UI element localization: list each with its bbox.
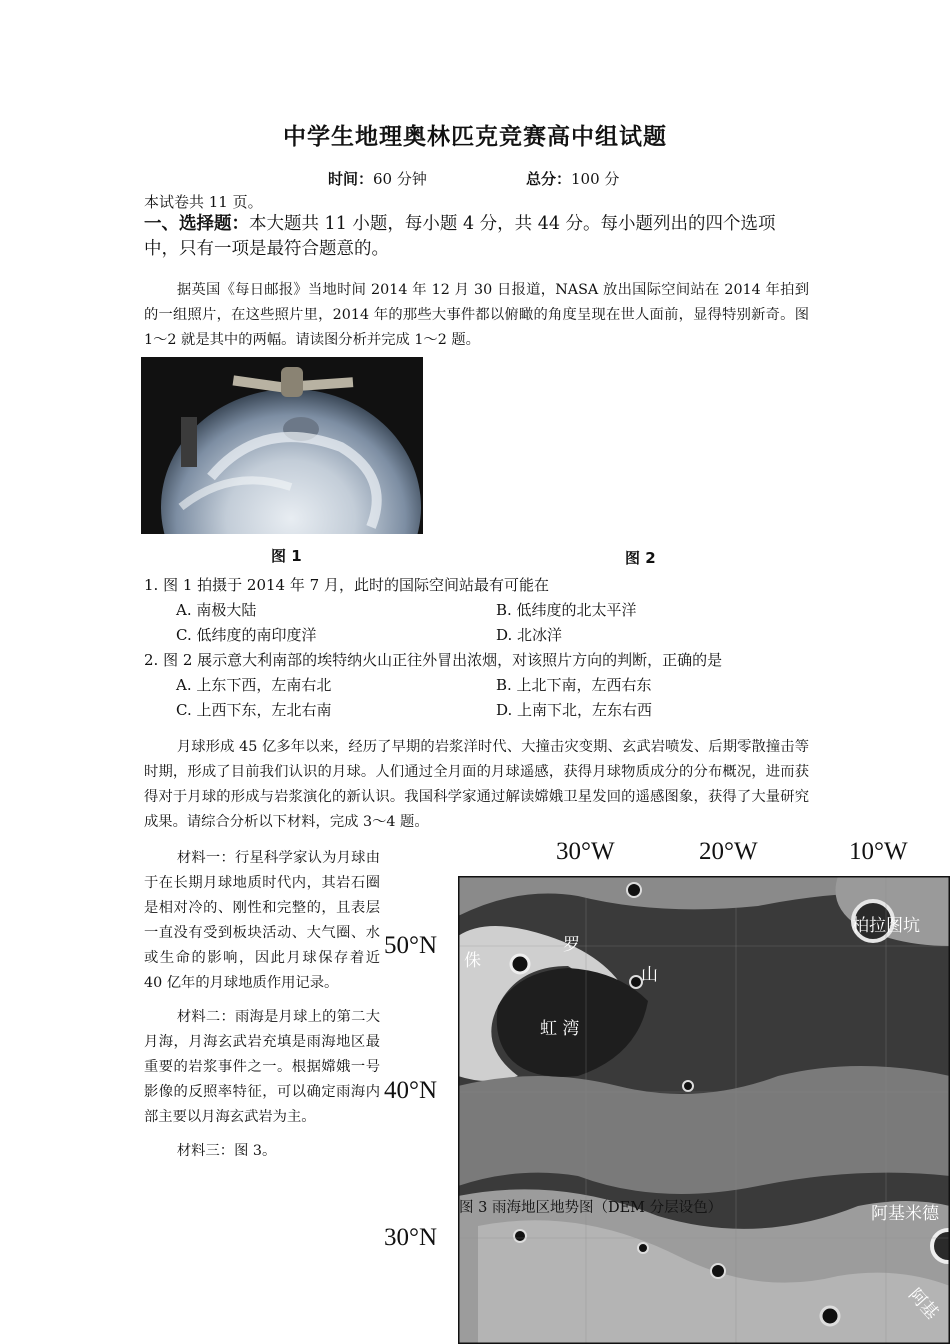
q2-option-d: D. 上南下北，左东右西 (496, 701, 653, 719)
time-label: 时间： (328, 170, 374, 188)
figure-3-caption: 图 3 雨海地区地势图（DEM 分层设色） (459, 1200, 723, 1216)
material-3-text: 图 3。 (234, 1143, 277, 1159)
score-value: 100 分 (571, 170, 620, 188)
exam-score (526, 168, 619, 189)
map-label-sinus-iridum: 虹 湾 (540, 1019, 580, 1039)
material-3-label: 材料三： (176, 1143, 235, 1159)
section-heading-text: 本大题共 11 小题，每小题 4 分，共 44 分。每小题列出的四个选项中，只有一项是最符合题意的。 (144, 214, 776, 259)
exam-time (328, 168, 427, 189)
map-label-jura-2: 罗 (563, 935, 580, 955)
question-2-stem: 2. 图 2 展示意大利南部的埃特纳火山正往外冒出浓烟，对该照片方向的判断，正确的是 (144, 651, 723, 669)
section-heading (144, 212, 809, 262)
material-1-text: 行星科学家认为月球由于在长期月球地质时代内，其岩石圈是相对冷的、刚性和完整的，且表层一直没有受到板块活动、大气圈、水或生命的影响，因此月球保存着近 40 亿年的月球地质作用记录。 (144, 850, 381, 991)
q2-option-a: A. 上东下西，左南右北 (176, 676, 332, 694)
map-tick-30w: 30°W (556, 838, 615, 865)
section-heading-label: 一、选择题： (144, 214, 249, 234)
map-label-archimedes: 阿基米德 (871, 1204, 939, 1224)
passage-1: 据英国《每日邮报》当地时间 2014 年 12 月 30 日报道，NASA 放出国际空间站在 2014 年拍到的一组照片，在这些照片里，2014 年的那些大事件都以俯瞰的角度呈现在世人面前，显得特别新奇。图 1～2 就是其中的两幅。请读图分析并完成 1～2 题。 (144, 282, 809, 348)
map-label-jura-3: 山 (641, 965, 658, 985)
score-label: 总分： (526, 170, 572, 188)
map-label-plato: 柏拉图坑 (852, 916, 920, 936)
map-tick-10w: 10°W (849, 838, 908, 865)
map-tick-50n: 50°N (384, 932, 438, 959)
map-label-archimedes-2: 阿基 (904, 1284, 942, 1324)
time-value: 60 分钟 (373, 170, 427, 188)
pages-note: 本试卷共 11 页。 (144, 193, 263, 211)
map-tick-20w: 20°W (699, 838, 758, 865)
figure-1-caption: 图 1 (271, 547, 302, 565)
map-tick-40n: 40°N (384, 1077, 438, 1104)
figure-2-caption: 图 2 (625, 549, 656, 567)
mare-imbrium-dem-map (458, 876, 950, 1344)
q1-option-b: B. 低纬度的北太平洋 (496, 601, 637, 619)
figure-1-photo (141, 357, 423, 534)
q1-option-c: C. 低纬度的南印度洋 (176, 626, 317, 644)
material-1 (144, 846, 380, 996)
material-2-label: 材料二： (176, 1009, 235, 1025)
q1-option-a: A. 南极大陆 (176, 601, 257, 619)
q2-option-c: C. 上西下东，左北右南 (176, 701, 332, 719)
q2-option-b: B. 上北下南，左西右东 (496, 676, 652, 694)
map-label-jura-1: 侏 (464, 951, 481, 971)
material-1-label: 材料一： (176, 850, 235, 866)
q1-option-d: D. 北冰洋 (496, 626, 563, 644)
passage-2: 月球形成 45 亿多年以来，经历了早期的岩浆洋时代、大撞击灾变期、玄武岩喷发、后期零散撞击等时期，形成了目前我们认识的月球。人们通过全月面的月球遥感，获得月球物质成分的分布概况，进而获得对于月球的形成与岩浆演化的新认识。我国科学家通过解读嫦娥卫星发回的遥感图象，获得了大量研究成果。请综合分析以下材料，完成 3～4 题。 (144, 739, 809, 830)
material-2-text: 雨海是月球上的第二大月海，月海玄武岩充填是雨海地区最重要的岩浆事件之一。根据嫦娥一号影像的反照率特征，可以确定雨海内部主要以月海玄武岩为主。 (144, 1009, 381, 1125)
material-3 (144, 1139, 380, 1164)
map-tick-30n: 30°N (384, 1224, 438, 1251)
materials-column (144, 846, 380, 1173)
material-2 (144, 1005, 380, 1130)
page-title: 中学生地理奥林匹克竞赛高中组试题 (283, 124, 667, 150)
question-1-stem: 1. 图 1 拍摄于 2014 年 7 月，此时的国际空间站最有可能在 (144, 576, 549, 594)
